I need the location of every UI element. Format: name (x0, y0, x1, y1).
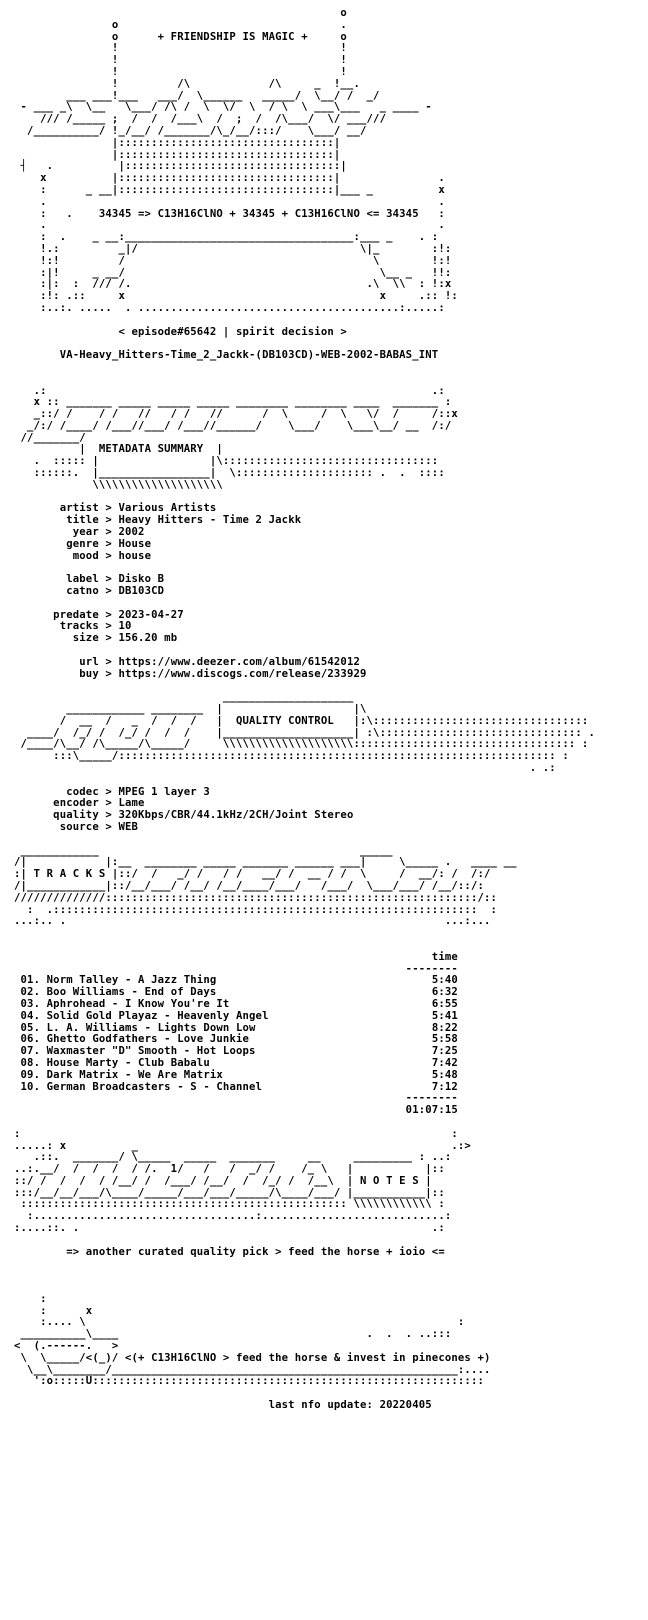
track-row (14, 1069, 458, 1081)
field-value: 156.20 mb (118, 632, 178, 645)
header-ascii-art: o o . o + FRIENDSHIP IS MAGIC + o ! ! ! ! ! ! ! /\ /\ _ !__. ___ ___!___ ___/ \______ _____/ \__/ / _/ - ___ _\ \__ \___/ /\ / \ \/ \ / \ \ ___\___ _ ____ - /// /_____ ; / / /___\ / ; / /\___/ \/ ___/// /__________/ !_/__/ /_______/\_/__/:::/ \___/ __/ |:::::::::::::::::::::::::::::::::| |:::::::::::::::::::::::::::::::::| ┤ . |:::::::::::::::::::::::::::::::::| x |:::::::::::::::::::::::::::::::::| . : _ __|:::::::::::::::::::::::::::::::::|___ _ x . . : . 34345 => C13H16ClNO + 34345 + C13H16ClNO <= 34345 : . . : . _ __:___________________________________:___ _ . : !.: _|/ \|_ :!: !:! / \ !:! :|! _ __/ \__ _ !!: :|: : /// /. .\ \\ : !:x :!: .:: x x .:: !: :..:. ..... . ........................................:.....: (20, 7, 458, 314)
field-key: catno (53, 585, 99, 598)
metadata-banner-top: .: .: x :: _______ _____ _____ _____ ________ ________ ____ _______ : _::/ / / / // / / // / \ / \ \/ / /::x _/:/ /____/ /___//___/ /___//______/ \___/ \___\__/ __ /:/ //_______/ (20, 384, 458, 444)
field-row: mood > house (53, 549, 152, 562)
field-key: title (53, 514, 99, 527)
track-duration: 5:40 (431, 974, 458, 987)
metadata-section-title: | METADATA SUMMARY | (14, 443, 223, 456)
field-key: artist (53, 502, 99, 515)
field-key: tracks (53, 620, 99, 633)
field-row: encoder > Lame (53, 797, 145, 810)
track-duration: 7:42 (431, 1056, 458, 1069)
field-key: size (53, 632, 99, 645)
field-key: url (53, 655, 99, 668)
quality-fields (14, 787, 595, 834)
field-row: artist > Various Artists (53, 502, 217, 515)
track-title: Boo Williams - End of Days (46, 986, 217, 999)
track-duration: 6:55 (431, 997, 458, 1010)
track-title: Solid Gold Playaz - Heavenly Angel (46, 1009, 269, 1022)
field-row: source > WEB (53, 820, 139, 833)
track-title: Aphrohead - I Know You're It (46, 997, 230, 1010)
field-value: Disko B (118, 573, 165, 586)
field-row: quality > 320Kbps/CBR/44.1kHz/2CH/Joint Stereo (53, 809, 354, 822)
track-duration: 7:12 (431, 1080, 458, 1093)
tracks-banner: ____________ _____ /| |:__ ________ _____ _______ ______ ___| \_____ . ____ __ :| T R A C K S |::/ / _/ / / / __/ / __ / / \ / __/: / /:/ /|____________|::/__/___/ /__/ /__/____/___/ /___/ \___/___/ /__/::/: //////////////:::::::::::::::::::::::::::::::::::::::::::::::::::::::::/:: : .::::::::::::::::::::::::::::::::::::::::::::::::::::::::::::::::: : ...:.. . ...:... (14, 844, 517, 928)
time-rule: -------- (405, 962, 458, 975)
field-row: codec > MPEG 1 layer 3 (53, 785, 210, 798)
metadata-banner-bottom: . ::::: | |\::::::::::::::::::::::::::::::::: ::::::. |_________________| \::::::::::::::::::::: . . :::: \\\\\\\\\\\\\\\\\\\\ (33, 455, 445, 491)
field-key: label (53, 573, 99, 586)
notes-banner: : : .....: x _ .:> .::. _______/ \_____ _____ _______ __ _________ : ..: ..:.__/ / / / / /. 1/ / / _/ / /_ \ | |:: ::/ / / / / /__/ / /___/ /__/ / /_/ / /__\ | N O T E S | :::/__/__/___/\____/_____/___/___/_____/\____/___/ |___________|:: :::::::::::::::::::::::::::::::::::::::::::::::::: \\\\\\\\\\\\ : :..................................:............................: :....::. . .: (14, 1127, 471, 1235)
field-value: 2002 (118, 526, 145, 539)
notes-message: => another curated quality pick > feed the horse + ioio <= (14, 1245, 445, 1258)
track-row (14, 1010, 458, 1022)
track-title: L. A. Williams - Lights Down Low (46, 1021, 256, 1034)
field-key: genre (53, 537, 99, 550)
track-title: Ghetto Godfathers - Love Junkie (46, 1033, 250, 1046)
field-value: Various Artists (118, 502, 217, 515)
field-row: size > 156.20 mb (53, 632, 178, 645)
track-duration: 8:22 (431, 1021, 458, 1034)
field-key: predate (53, 608, 99, 621)
field-row: title > Heavy Hitters - Time 2 Jackk (53, 514, 302, 527)
field-value: 320Kbps/CBR/44.1kHz/2CH/Joint Stereo (118, 809, 354, 822)
track-row (14, 1045, 458, 1057)
field-key: buy (53, 667, 99, 680)
field-row: catno > DB103CD (53, 585, 165, 598)
track-row (14, 1057, 458, 1069)
track-duration: 5:41 (431, 1009, 458, 1022)
field-value: house (118, 549, 152, 562)
metadata-fields (14, 503, 595, 680)
field-value: 2023-04-27 (118, 608, 184, 621)
track-title: Waxmaster "D" Smooth - Hot Loops (46, 1045, 256, 1058)
field-value: https://www.deezer.com/album/61542012 (118, 655, 361, 668)
field-value: https://www.discogs.com/release/233929 (118, 667, 367, 680)
track-duration: 5:58 (431, 1033, 458, 1046)
track-duration: 7:25 (431, 1045, 458, 1058)
field-value: DB103CD (118, 585, 165, 598)
field-row: predate > 2023-04-27 (53, 608, 184, 621)
nfo-document (14, 8, 595, 1412)
field-key: encoder (53, 797, 99, 810)
track-title: Dark Matrix - We Are Matrix (46, 1068, 223, 1081)
track-row (14, 1081, 458, 1093)
field-key: codec (53, 785, 99, 798)
field-value: Lame (118, 797, 145, 810)
field-row: genre > House (53, 537, 152, 550)
time-column-header: time (431, 950, 458, 963)
track-title: House Marty - Club Babalu (46, 1056, 210, 1069)
time-rule: -------- (405, 1092, 458, 1105)
track-row (14, 998, 458, 1010)
track-row (14, 1022, 458, 1034)
total-duration: 01:07:15 (405, 1104, 458, 1117)
track-duration: 6:32 (431, 986, 458, 999)
release-name: VA-Heavy_Hitters-Time_2_Jackk-(DB103CD)-WEB-2002-BABAS_INT (14, 349, 439, 362)
field-row: year > 2002 (53, 526, 145, 539)
field-value: House (118, 537, 152, 550)
track-number: 08. (14, 1056, 41, 1069)
field-key: year (53, 526, 99, 539)
field-key: mood (53, 549, 99, 562)
field-value: MPEG 1 layer 3 (118, 785, 210, 798)
field-row: tracks > 10 (53, 620, 132, 633)
field-row: label > Disko B (53, 573, 165, 586)
track-row (14, 1033, 458, 1045)
track-number: 07. (14, 1045, 41, 1058)
track-number: 10. (14, 1080, 41, 1093)
track-number: 06. (14, 1033, 41, 1046)
tracklist (14, 952, 595, 1117)
last-update-line: last nfo update: 20220405 (14, 1399, 432, 1412)
track-duration: 5:48 (431, 1068, 458, 1081)
track-number: 04. (14, 1009, 41, 1022)
episode-line: < episode#65642 | spirit decision > (14, 325, 347, 338)
track-number: 01. (14, 974, 41, 987)
field-row: url > https://www.deezer.com/album/61542012 (53, 655, 361, 668)
footer-ascii-art: : : x :.... \ : __________\____ . . . ..::: < (.------. > \ \_____/<(_)/ <(+ C13H16ClNO > feed the horse & invest in pinecones +) \__\________/_____________________________________________________:.... ':o:::::U:::::::::::::::::::::::::::::::::::::::::::::::::::::::::::: (14, 1292, 491, 1388)
quality-banner: ____________________ ____________ ________ | |\ / __ / _ / / / | QUALITY CONTROL |:\::::::::::::::::::::::::::::::::: ____/ /_/ / /_/ / / / |____________________| :\::::::::::::::::::::::::::::::: . /____/\__/ /\_____/\_____/ \\\\\\\\\\\\\\\\\\\\:::::::::::::::::::::::::::::::::: : :::\_____/::::::::::::::::::::::::::::::::::::::::::::::::::::::::::::::::::: : . .: (20, 691, 595, 774)
track-number: 03. (14, 997, 41, 1010)
field-key: source (53, 820, 99, 833)
field-value: 10 (118, 620, 132, 633)
track-number: 09. (14, 1068, 41, 1081)
track-row (14, 986, 458, 998)
field-row: buy > https://www.discogs.com/release/233929 (53, 667, 367, 680)
track-number: 02. (14, 986, 41, 999)
track-title: German Broadcasters - S - Channel (46, 1080, 263, 1093)
track-title: Norm Talley - A Jazz Thing (46, 974, 217, 987)
field-value: Heavy Hitters - Time 2 Jackk (118, 514, 302, 527)
field-key: quality (53, 809, 99, 822)
field-value: WEB (118, 820, 139, 833)
track-row (14, 974, 458, 986)
track-number: 05. (14, 1021, 41, 1034)
